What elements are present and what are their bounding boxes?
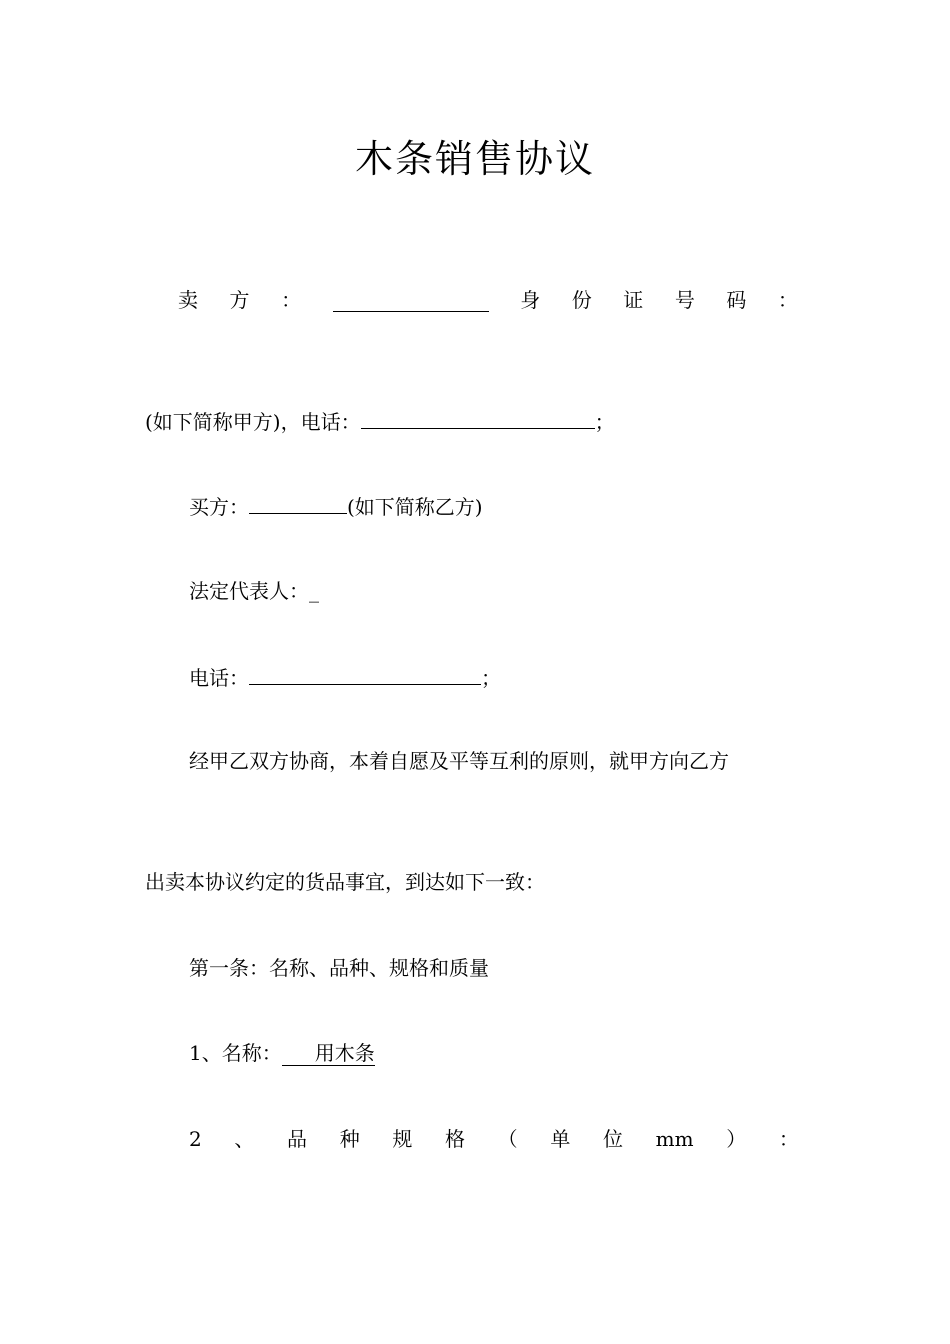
id-char-1: 身 [520,288,541,312]
buyer-name-blank [249,491,347,514]
buyer-phone-label: 电话： [189,666,249,690]
buyer-line [189,491,483,521]
item-1-line [189,1039,375,1067]
party-a-phone-label: (如下简称甲方)，电话： [145,410,361,434]
buyer-phone-blank [249,662,481,685]
item-2-char-7: （ [497,1127,518,1151]
item-2-char-3: 品 [287,1127,308,1151]
id-char-5: 码 [726,288,747,312]
seller-char-3: ： [281,288,302,312]
legal-rep-label: 法定代表人： [189,579,309,603]
seller-char-1: 卖 [178,288,198,312]
legal-rep-blank: _ [309,579,319,603]
document-title: 木条销售协议 [354,137,595,181]
id-char-3: 证 [623,288,644,312]
item-2-char-2: 、 [234,1127,255,1151]
seller-char-2: 方 [229,288,250,312]
item-2-char-4: 种 [339,1127,360,1151]
buyer-label: 买方： [189,495,249,519]
article-1-heading: 第一条：名称、品种、规格和质量 [189,956,489,980]
item-2-char-9: 位 [602,1127,623,1151]
item-2-char-5: 规 [392,1127,413,1151]
id-char-4: 号 [674,288,695,312]
item-1-label: 1、名称： [189,1041,282,1065]
item-2-char-6: 格 [445,1127,466,1151]
item-2-char-1: 2 [189,1127,202,1151]
item-1-value-text: 用木条 [314,1041,375,1065]
item-2-char-10: mm [655,1127,694,1151]
item-2-char-12: ： [778,1127,799,1151]
buyer-phone-line [189,662,501,692]
item-1-value [282,1041,375,1066]
seller-line [178,286,798,314]
paragraph-2: 出卖本协议约定的货品事宜，到达如下一致： [145,870,545,894]
buyer-suffix: (如下简称乙方) [347,495,483,519]
seller-name-blank [333,289,489,312]
party-a-phone-line [145,406,615,436]
party-a-phone-suffix: ； [594,410,615,434]
item-2-char-8: 单 [550,1127,571,1151]
legal-rep-line [189,577,319,605]
item-2-line [189,1125,799,1153]
id-char-2: 份 [571,288,592,312]
paragraph-1: 经甲乙双方协商，本着自愿及平等互利的原则，就甲方向乙方 [189,749,729,773]
item-2-char-11: ） [726,1127,747,1151]
id-char-6: ： [777,288,798,312]
buyer-phone-suffix: ； [481,666,501,690]
party-a-phone-blank [361,406,595,429]
